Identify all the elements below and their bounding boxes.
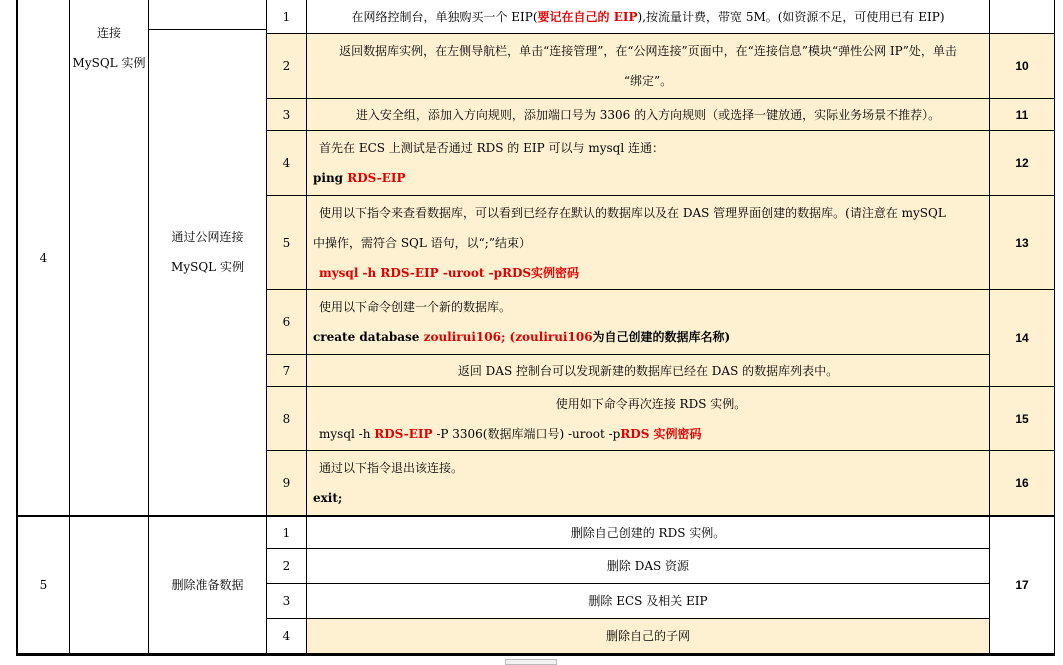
step-text: 删除 DAS 资源 — [606, 559, 690, 573]
step-text-part: 在网络控制台，单独购买一个 EIP( — [351, 9, 538, 24]
stage-number-5[interactable] — [18, 517, 70, 654]
command-part: ping — [313, 171, 348, 185]
step-number-cell[interactable] — [267, 619, 307, 654]
step-number-cell[interactable] — [267, 517, 307, 549]
ref-cell[interactable] — [990, 196, 1055, 290]
step-text-line1: 通过以下指令退出该连接。 — [319, 461, 464, 475]
subtask-line2: MySQL 实例 — [171, 259, 244, 274]
ref-cell[interactable] — [990, 99, 1055, 131]
command-part: mysql -h — [319, 426, 375, 441]
step-number: 5 — [282, 235, 291, 250]
stage-number-4[interactable] — [18, 0, 70, 516]
step-content-cell[interactable] — [307, 451, 990, 516]
step-text: 返回 DAS 控制台可以发现新建的数据库已经在 DAS 的数据库列表中。 — [457, 363, 839, 378]
step-number: 1 — [282, 9, 291, 24]
ref-cell[interactable] — [990, 387, 1055, 451]
step-content-cell[interactable] — [307, 131, 990, 196]
step-number-cell[interactable] — [267, 290, 307, 355]
subtask-cell[interactable] — [149, 30, 267, 516]
step-text-line2: “绑定”。 — [623, 74, 673, 88]
ref-cell[interactable] — [990, 0, 1055, 34]
step-command — [313, 163, 406, 193]
step-number: 6 — [282, 315, 291, 329]
step-command — [313, 322, 730, 352]
step-text-line1: 使用以下指令来查看数据库，可以看到已经存在默认的数据库以及在 DAS 管理界面创建的数据库。(请注意在 mySQL — [319, 205, 946, 220]
horizontal-scroll-handle[interactable] — [505, 659, 557, 665]
ref-cell[interactable] — [990, 290, 1055, 387]
command-part: -P 3306(数据库端口号) -uroot -p — [432, 426, 621, 441]
step-text-part: ),按流量计费，带宽 5M。(如资源不足，可使用已有 EIP) — [637, 9, 945, 24]
ref-cell[interactable] — [990, 34, 1055, 99]
step-number-cell[interactable] — [267, 196, 307, 290]
command-part: 为自己创建的数据库名称) — [592, 330, 731, 344]
step-number: 4 — [282, 629, 291, 643]
step-number: 2 — [282, 59, 291, 73]
step-text — [351, 2, 944, 32]
step-content-cell[interactable] — [307, 619, 990, 654]
command-highlight: RDS-EIP — [347, 171, 406, 185]
ref-cell[interactable] — [990, 451, 1055, 516]
subtask-line1: 通过公网连接 — [171, 229, 244, 244]
subtask-text: 删除准备数据 — [171, 578, 244, 592]
task-name-cell[interactable] — [70, 0, 149, 516]
step-number-cell[interactable] — [267, 355, 307, 387]
ref-number: 10 — [1015, 59, 1029, 73]
ref-number: 11 — [1015, 107, 1029, 122]
task-name-line2: MySQL 实例 — [72, 56, 146, 70]
step-number-cell[interactable] — [267, 387, 307, 451]
step-number: 2 — [282, 559, 291, 573]
step-number-cell[interactable] — [267, 34, 307, 99]
step-number: 3 — [282, 107, 291, 122]
step-number: 1 — [282, 525, 291, 540]
step-text-line1: 使用如下命令再次连接 RDS 实例。 — [555, 396, 747, 411]
ref-number: 15 — [1015, 411, 1029, 426]
ref-number: 14 — [1015, 331, 1029, 345]
step-text-line1: 首先在 ECS 上测试是否通过 RDS 的 EIP 可以与 mysql 连通： — [319, 141, 664, 155]
step-number: 4 — [282, 156, 291, 170]
step-text-line1: 返回数据库实例，在左侧导航栏，单击“连接管理”，在“公网连接”页面中，在“连接信息”模块“弹性公网 IP”处，单击 — [339, 44, 957, 58]
step-content-cell[interactable] — [307, 196, 990, 290]
step-content-cell[interactable] — [307, 549, 990, 584]
step-number-cell[interactable] — [267, 451, 307, 516]
step-content-cell[interactable] — [307, 290, 990, 355]
command-highlight: RDS-EIP — [374, 426, 433, 441]
stage-number-text: 4 — [39, 250, 48, 265]
step-content-cell[interactable] — [307, 387, 990, 451]
command-highlight: zoulirui106; (zoulirui106 — [423, 330, 593, 344]
ref-number: 12 — [1015, 156, 1029, 170]
command-part: create database — [313, 330, 424, 344]
step-text: 删除 ECS 及相关 EIP — [588, 594, 708, 608]
step-number-cell[interactable] — [267, 0, 307, 34]
step-text-line2: 中操作，需符合 SQL 语句，以“;”结束） — [313, 235, 531, 250]
ref-number: 17 — [1015, 578, 1029, 592]
step-number: 7 — [282, 363, 291, 378]
step-command: exit; — [313, 491, 343, 505]
step-text-highlight: 要记在自己的 EIP — [537, 9, 638, 24]
step-text-line1: 使用以下命令创建一个新的数据库。 — [319, 300, 512, 314]
step-content-cell[interactable] — [307, 0, 990, 34]
command-highlight: RDS 实例密码 — [620, 426, 702, 441]
stage-number-text: 5 — [39, 578, 48, 592]
subtask-cell-top[interactable] — [149, 0, 267, 30]
step-command: mysql -h RDS-EIP -uroot -pRDS实例密码 — [319, 265, 580, 280]
step-number-cell[interactable] — [267, 549, 307, 584]
ref-cell[interactable] — [990, 517, 1055, 654]
ref-cell[interactable] — [990, 131, 1055, 196]
subtask-cell[interactable] — [149, 517, 267, 654]
step-text: 删除自己的子网 — [605, 629, 690, 643]
step-content-cell[interactable] — [307, 34, 990, 99]
step-number: 9 — [282, 476, 291, 490]
step-content-cell[interactable] — [307, 99, 990, 131]
step-content-cell[interactable] — [307, 517, 990, 549]
ref-number: 13 — [1015, 235, 1029, 250]
step-number-cell[interactable] — [267, 584, 307, 619]
task-name-line1: 连接 — [96, 26, 121, 40]
step-number: 3 — [282, 594, 291, 608]
task-name-cell[interactable] — [70, 517, 149, 654]
step-text: 进入安全组，添加入方向规则，添加端口号为 3306 的入方向规则（或选择一键放通，实际业务场景不推荐）。 — [355, 107, 941, 122]
step-content-cell[interactable] — [307, 355, 990, 387]
task-table — [16, 0, 1055, 656]
step-number-cell[interactable] — [267, 99, 307, 131]
step-number-cell[interactable] — [267, 131, 307, 196]
step-text: 删除自己创建的 RDS 实例。 — [570, 525, 726, 540]
ref-number: 16 — [1015, 476, 1029, 490]
step-number: 8 — [282, 411, 291, 426]
step-content-cell[interactable] — [307, 584, 990, 619]
step-command — [313, 419, 702, 449]
